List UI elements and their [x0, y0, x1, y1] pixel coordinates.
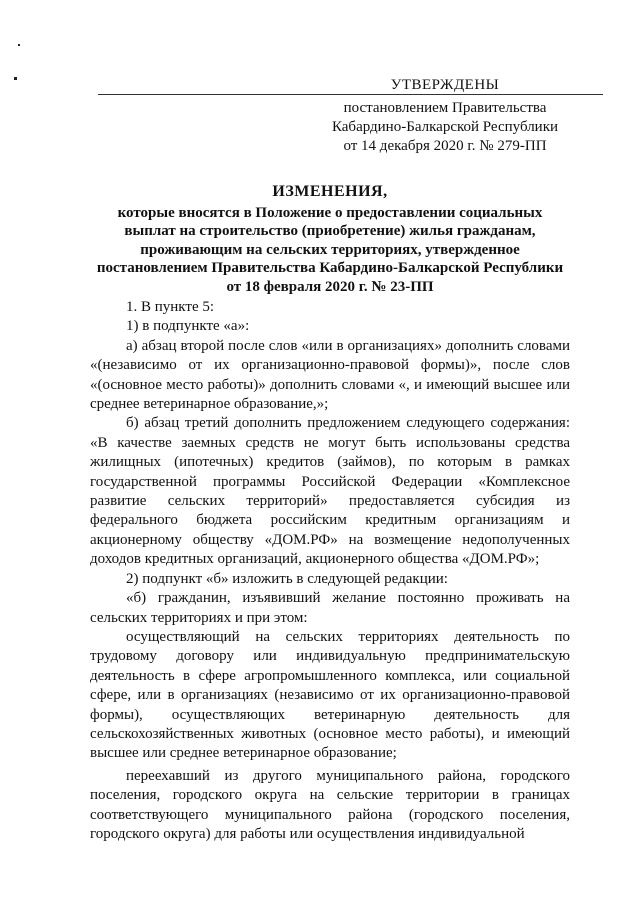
- title-heading: ИЗМЕНЕНИЯ,: [272, 183, 388, 200]
- body-paragraph: а) абзац второй после слов «или в организациях» дополнить словами «(независимо от их организационно-правовой формы)», после слов «(основное место работы)» дополнить словами «, и имеющий высшее или среднее ветеринарное образование,»;: [90, 337, 570, 413]
- title-line: от 18 февраля 2020 г. № 23-ПП: [226, 278, 434, 295]
- body-paragraph: 1. В пункте 5:: [126, 299, 215, 315]
- approval-block: [320, 76, 570, 156]
- title-line: которые вносятся в Положение о предоставлении социальных: [117, 204, 543, 221]
- document-title: [90, 183, 570, 296]
- body-paragraph: б) абзац третий дополнить предложением следующего содержания: «В качестве заемных средств не могут быть использованы средства жилищных (ипотечных) кредитов (займов), по которым в рамках государственной программы Российской Федерации «Комплексное развитие сельских территорий» предоставляется субсидия из федерального бюджета российским кредитным организациям и акционерному обществу «ДОМ.РФ» на возмещение недополученных доходов кредитных организаций, акционерного общества «ДОМ.РФ»;: [90, 415, 570, 568]
- approval-line: постановлением Правительства: [343, 100, 547, 116]
- scan-speck: [18, 44, 20, 46]
- body-paragraph: 1) в подпункте «а»:: [126, 318, 250, 335]
- title-line: проживающим на сельских территориях, утвержденное: [140, 241, 520, 258]
- body-paragraph: переехавший из другого муниципального района, городского поселения, городского округа на сельские территории в границах соответствующего муниципального района (городского поселения, городского округа) для работы или осуществления индивидуальной: [90, 767, 570, 842]
- document-body: [90, 298, 570, 844]
- body-paragraph: осуществляющий на сельских территориях деятельность по трудовому договору или индивидуальную предпринимательскую деятельность в сфере агропромышленного комплекса, или социальной сфере, или в организациях (независимо от их организационно-правовой формы), осуществляющих ветеринарную деятельность для сельскохозяйственных животных (основное место работы), и имеющий высшее или среднее ветеринарное образование;: [90, 628, 570, 762]
- body-paragraph: «б) гражданин, изъявивший желание постоянно проживать на сельских территориях и при этом:: [90, 590, 570, 626]
- approval-stamp: УТВЕРЖДЕНЫ: [390, 77, 500, 93]
- approval-line: от 14 декабря 2020 г. № 279-ПП: [343, 138, 547, 154]
- body-paragraph: 2) подпункт «б» изложить в следующей редакции:: [126, 570, 448, 587]
- approval-line: Кабардино-Балкарской Республики: [331, 119, 559, 135]
- title-line: постановлением Правительства Кабардино-Балкарской Республики: [96, 260, 564, 276]
- scan-speck: [14, 77, 17, 80]
- title-line: выплат на строительство (приобретение) жилья гражданам,: [124, 223, 536, 239]
